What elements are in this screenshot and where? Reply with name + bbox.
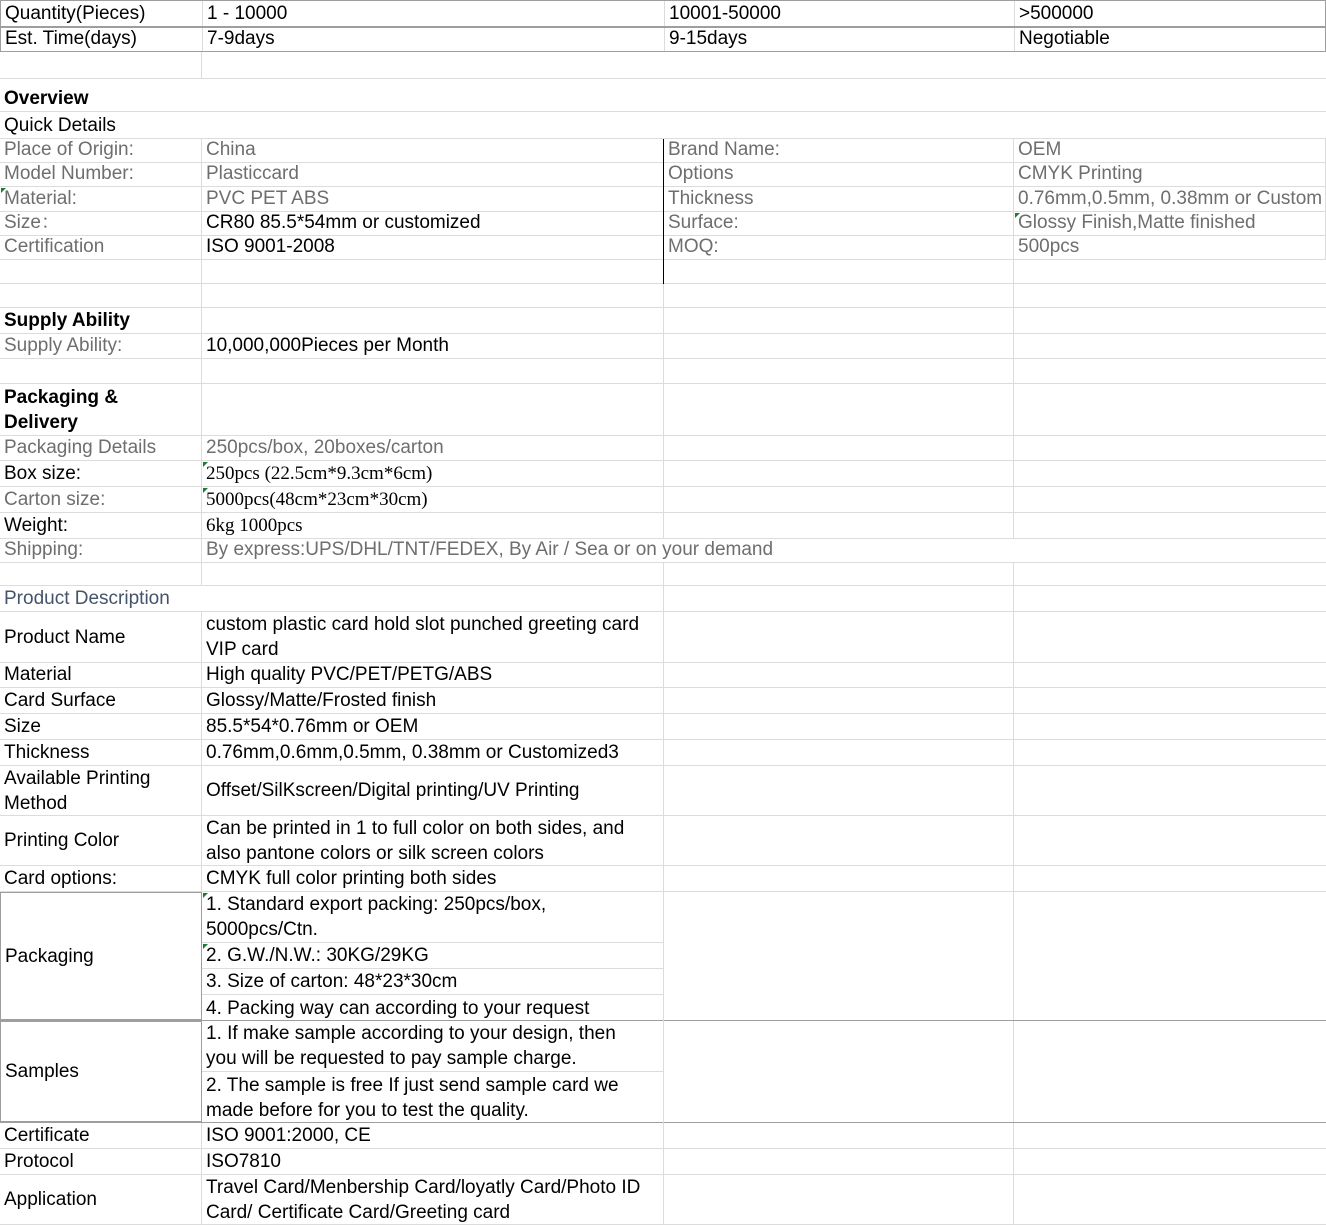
empty-cell[interactable] xyxy=(664,1149,1014,1174)
detail-value[interactable]: CMYK Printing xyxy=(1014,163,1326,186)
packaging-row xyxy=(0,436,1326,461)
product-label[interactable]: Available Printing Method xyxy=(0,766,202,815)
detail-label[interactable]: Surface: xyxy=(664,212,1014,235)
empty-cell[interactable] xyxy=(1014,1149,1326,1174)
overview-heading[interactable]: Overview xyxy=(4,88,89,109)
product-label[interactable]: Product Name xyxy=(0,612,202,662)
packaging-label[interactable]: Carton size: xyxy=(0,487,202,512)
empty-cell[interactable] xyxy=(1014,714,1326,739)
samples-item-line: 2. The sample is free If just send sample card we xyxy=(206,1074,619,1096)
detail-value[interactable]: 0.76mm,0.5mm, 0.38mm or Custom xyxy=(1014,187,1326,211)
product-row xyxy=(0,1175,1326,1225)
detail-label[interactable]: MOQ: xyxy=(664,236,1014,259)
empty-cell[interactable] xyxy=(1014,284,1326,307)
product-value-line: Travel Card/Menbership Card/loyatly Card/Photo ID xyxy=(206,1176,641,1198)
empty-cell[interactable] xyxy=(664,260,1014,283)
packaging-item-text[interactable]: 3. Size of carton: 48*23*30cm xyxy=(202,969,664,994)
samples-item-text[interactable] xyxy=(202,1021,664,1071)
detail-label[interactable]: Options xyxy=(664,163,1014,186)
product-description-row xyxy=(0,586,1326,612)
empty-cell[interactable] xyxy=(664,816,1014,865)
time-value-1[interactable]: 7-9days xyxy=(203,28,665,51)
comment-marker-icon xyxy=(1,188,6,193)
empty-row xyxy=(0,563,1326,586)
empty-cell[interactable] xyxy=(664,284,1014,307)
empty-cell[interactable] xyxy=(664,714,1014,739)
detail-value[interactable]: 500pcs xyxy=(1014,236,1326,259)
empty-cell[interactable] xyxy=(1014,740,1326,765)
product-value[interactable]: ISO7810 xyxy=(202,1149,664,1174)
empty-cell[interactable] xyxy=(664,766,1014,815)
empty-cell[interactable] xyxy=(664,563,1014,585)
packaging-item xyxy=(202,969,664,995)
samples-item-line: 1. If make sample according to your design, then xyxy=(206,1023,616,1044)
product-row xyxy=(0,688,1326,714)
product-row xyxy=(0,816,1326,866)
product-value[interactable]: 85.5*54*0.76mm or OEM xyxy=(202,714,664,739)
product-value[interactable] xyxy=(202,612,664,662)
packaging-item-text[interactable]: 4. Packing way can according to your request xyxy=(202,995,664,1021)
quantity-value-1[interactable]: 1 - 10000 xyxy=(203,1,665,26)
time-value-3[interactable]: Negotiable xyxy=(1015,28,1326,51)
supply-heading-row xyxy=(0,308,1326,334)
empty-cell[interactable] xyxy=(202,384,664,435)
product-label[interactable]: Material xyxy=(0,663,202,687)
detail-label[interactable]: Place of Origin: xyxy=(0,139,202,162)
empty-cell[interactable] xyxy=(664,688,1014,713)
detail-value[interactable]: Glossy Finish,Matte finished xyxy=(1014,212,1326,235)
packaging-delivery-heading[interactable]: Packaging & Delivery xyxy=(0,384,202,435)
empty-cell[interactable] xyxy=(0,563,202,585)
product-value-line: Can be printed in 1 to full color on both sides, and xyxy=(206,817,625,839)
packaging-label[interactable]: Weight: xyxy=(0,513,202,538)
packaging-row xyxy=(0,461,1326,487)
product-value[interactable]: ISO 9001:2000, CE xyxy=(202,1123,664,1148)
packaging-value[interactable]: 6kg 1000pcs xyxy=(202,513,664,538)
packaging-heading-row xyxy=(0,384,1326,436)
empty-cell[interactable] xyxy=(1014,334,1326,358)
time-label[interactable]: Est. Time(days) xyxy=(1,28,203,51)
product-value[interactable]: 0.76mm,0.6mm,0.5mm, 0.38mm or Customized3 xyxy=(202,740,664,765)
product-row xyxy=(0,866,1326,892)
empty-cell[interactable] xyxy=(202,563,664,585)
packaging-group-label[interactable]: Packaging xyxy=(0,892,202,1020)
empty-cell[interactable] xyxy=(1014,612,1326,662)
samples-item-text[interactable] xyxy=(202,1072,664,1123)
product-value-line: Card/ Certificate Card/Greeting card xyxy=(206,1201,511,1223)
empty-cell[interactable] xyxy=(1014,1123,1326,1148)
detail-label[interactable]: Size： xyxy=(0,212,202,235)
empty-cell[interactable] xyxy=(664,586,1014,611)
empty-cell[interactable] xyxy=(664,384,1014,435)
empty-cell[interactable] xyxy=(1014,359,1326,383)
empty-cell[interactable] xyxy=(664,308,1014,333)
shipping-value[interactable]: By express:UPS/DHL/TNT/FEDEX, By Air / Sea or on your demand xyxy=(206,539,774,560)
product-label[interactable]: Application xyxy=(0,1175,202,1224)
packaging-label[interactable]: Box size: xyxy=(0,461,202,486)
empty-cell[interactable] xyxy=(1014,461,1326,486)
samples-item xyxy=(202,1072,664,1123)
empty-cell[interactable] xyxy=(664,436,1014,460)
packaging-label[interactable]: Packaging Details xyxy=(0,436,202,460)
product-row xyxy=(0,612,1326,663)
quantity-value-2[interactable]: 10001-50000 xyxy=(665,1,1015,26)
empty-cell[interactable] xyxy=(664,892,1014,1020)
supply-value[interactable]: 10,000,000Pieces per Month xyxy=(202,334,664,358)
detail-value[interactable]: Plasticcard xyxy=(202,163,664,186)
samples-item-line: made before for you to test the quality. xyxy=(206,1099,529,1121)
product-value-line: custom plastic card hold slot punched greeting card xyxy=(206,614,640,635)
product-value-line: VIP card xyxy=(206,639,279,660)
time-row xyxy=(0,27,1326,52)
empty-cell[interactable] xyxy=(664,1123,1014,1148)
empty-cell[interactable] xyxy=(664,461,1014,486)
supply-heading[interactable]: Supply Ability xyxy=(0,308,202,333)
empty-cell[interactable] xyxy=(0,52,202,78)
empty-cell[interactable] xyxy=(1014,766,1326,815)
product-row xyxy=(0,740,1326,766)
packaging-row xyxy=(0,513,1326,539)
empty-cell[interactable] xyxy=(1014,1175,1326,1224)
empty-cell[interactable] xyxy=(1014,688,1326,713)
detail-label[interactable]: Thickness xyxy=(664,187,1014,211)
empty-cell[interactable] xyxy=(1014,663,1326,687)
product-description-heading[interactable]: Product Description xyxy=(0,586,664,611)
product-value-line: also pantone colors or silk screen colors xyxy=(206,842,544,864)
quantity-label[interactable]: Quantity(Pieces) xyxy=(1,1,203,26)
empty-cell[interactable] xyxy=(664,359,1014,383)
packaging-label[interactable]: Shipping: xyxy=(0,539,202,562)
product-label[interactable]: Thickness xyxy=(0,740,202,765)
packaging-value[interactable]: 5000pcs(48cm*23cm*30cm) xyxy=(202,487,664,512)
detail-label[interactable]: Material: xyxy=(0,187,202,211)
product-label[interactable]: Size xyxy=(0,714,202,739)
empty-cell[interactable] xyxy=(1014,487,1326,512)
empty-cell[interactable] xyxy=(1014,436,1326,460)
quick-details-label[interactable]: Quick Details xyxy=(4,115,116,136)
quick-details-row xyxy=(0,112,1326,139)
detail-value[interactable]: CR80 85.5*54mm or customized xyxy=(202,212,664,235)
empty-cell[interactable] xyxy=(664,866,1014,891)
packaging-item-line: 1. Standard export packing: 250pcs/box, xyxy=(206,894,547,915)
packaging-item-line: 5000pcs/Ctn. xyxy=(206,919,318,940)
column-divider xyxy=(663,139,664,284)
empty-cell[interactable] xyxy=(1014,260,1326,283)
empty-row xyxy=(0,284,1326,308)
packaging-value[interactable]: 250pcs (22.5cm*9.3cm*6cm) xyxy=(202,461,664,486)
samples-item xyxy=(202,1021,664,1072)
empty-cell[interactable] xyxy=(202,284,664,307)
comment-marker-icon xyxy=(203,944,208,949)
product-value[interactable]: Glossy/Matte/Frosted finish xyxy=(202,688,664,713)
packaging-row xyxy=(0,487,1326,513)
empty-cell[interactable] xyxy=(664,513,1014,538)
packaging-value[interactable]: 250pcs/box, 20boxes/carton xyxy=(202,436,664,460)
empty-cell[interactable] xyxy=(0,359,202,383)
empty-cell[interactable] xyxy=(1014,892,1326,1020)
detail-value[interactable]: OEM xyxy=(1014,139,1326,162)
empty-cell[interactable] xyxy=(1014,816,1326,865)
empty-cell[interactable] xyxy=(202,260,664,283)
product-row xyxy=(0,714,1326,740)
empty-cell[interactable] xyxy=(1014,308,1326,333)
empty-cell[interactable] xyxy=(664,740,1014,765)
detail-value[interactable]: PVC PET ABS xyxy=(202,187,664,211)
empty-cell[interactable] xyxy=(664,663,1014,687)
product-row xyxy=(0,663,1326,688)
empty-row xyxy=(0,359,1326,384)
empty-cell[interactable] xyxy=(0,260,202,283)
empty-cell[interactable] xyxy=(1014,586,1326,611)
product-label[interactable]: Printing Color xyxy=(0,816,202,865)
quantity-row xyxy=(0,0,1326,27)
product-label[interactable]: Certificate xyxy=(0,1123,202,1148)
comment-marker-icon xyxy=(1015,213,1020,218)
packaging-item-text[interactable]: 2. G.W./N.W.: 30KG/29KG xyxy=(202,943,664,968)
detail-value[interactable]: ISO 9001-2008 xyxy=(202,236,664,259)
empty-cell[interactable] xyxy=(202,308,664,333)
empty-cell[interactable] xyxy=(664,612,1014,662)
product-value[interactable]: High quality PVC/PET/PETG/ABS xyxy=(202,663,664,687)
product-value[interactable] xyxy=(202,1175,664,1224)
empty-cell[interactable] xyxy=(1014,866,1326,891)
empty-cell[interactable] xyxy=(664,1175,1014,1224)
samples-item-line: you will be requested to pay sample charge. xyxy=(206,1048,577,1069)
samples-label[interactable]: Samples xyxy=(0,1021,202,1122)
comment-marker-icon xyxy=(203,488,208,493)
product-row xyxy=(0,1123,1326,1149)
empty-cell[interactable] xyxy=(664,334,1014,358)
empty-cell[interactable] xyxy=(664,487,1014,512)
packaging-item xyxy=(202,892,664,943)
detail-label[interactable]: Brand Name: xyxy=(664,139,1014,162)
empty-cell[interactable] xyxy=(202,52,1326,78)
detail-label[interactable]: Model Number: xyxy=(0,163,202,186)
packaging-item xyxy=(202,995,664,1021)
product-value[interactable]: CMYK full color printing both sides xyxy=(202,866,664,891)
product-value[interactable] xyxy=(202,816,664,865)
detail-value[interactable]: China xyxy=(202,139,664,162)
empty-cell[interactable] xyxy=(1014,384,1326,435)
comment-marker-icon xyxy=(203,462,208,467)
packaging-item-text[interactable] xyxy=(202,892,664,942)
empty-cell[interactable] xyxy=(0,284,202,307)
product-label[interactable]: Card options: xyxy=(0,866,202,891)
comment-marker-icon xyxy=(203,893,208,898)
product-label[interactable]: Card Surface xyxy=(0,688,202,713)
empty-cell[interactable] xyxy=(202,359,664,383)
supply-label[interactable]: Supply Ability: xyxy=(0,334,202,358)
empty-cell[interactable] xyxy=(1014,513,1326,538)
product-row xyxy=(0,766,1326,816)
quantity-value-3[interactable]: >500000 xyxy=(1015,1,1326,26)
empty-cell[interactable] xyxy=(1014,1021,1326,1122)
product-row xyxy=(0,1149,1326,1175)
packaging-row xyxy=(0,539,1326,563)
empty-cell[interactable] xyxy=(1014,563,1326,585)
supply-row xyxy=(0,334,1326,359)
overview-row xyxy=(0,79,1326,112)
empty-cell[interactable] xyxy=(664,1021,1014,1122)
product-label[interactable]: Protocol xyxy=(0,1149,202,1174)
time-value-2[interactable]: 9-15days xyxy=(665,28,1015,51)
empty-row xyxy=(0,52,1326,79)
product-value[interactable]: Offset/SilKscreen/Digital printing/UV Printing xyxy=(202,766,664,815)
detail-label[interactable]: Certification xyxy=(0,236,202,259)
packaging-item xyxy=(202,943,664,969)
